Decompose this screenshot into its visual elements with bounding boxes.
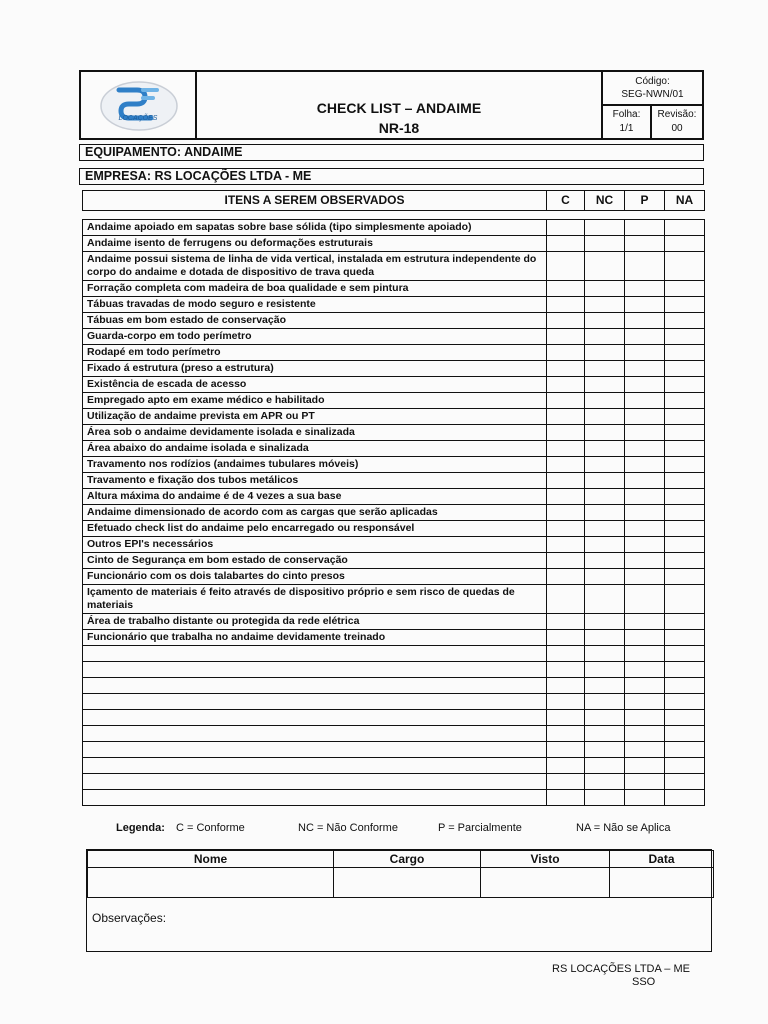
blank-item-cell[interactable] xyxy=(83,726,547,742)
blank-item-cell[interactable] xyxy=(83,742,547,758)
mark-cell-p[interactable] xyxy=(625,585,665,614)
mark-cell-na[interactable] xyxy=(665,441,705,457)
mark-cell-c[interactable] xyxy=(547,236,585,252)
mark-cell-c[interactable] xyxy=(547,409,585,425)
mark-cell-na[interactable] xyxy=(665,425,705,441)
mark-cell[interactable] xyxy=(625,710,665,726)
mark-cell-nc[interactable] xyxy=(585,252,625,281)
mark-cell-p[interactable] xyxy=(625,425,665,441)
mark-cell-p[interactable] xyxy=(625,537,665,553)
mark-cell[interactable] xyxy=(547,758,585,774)
table-row xyxy=(83,585,705,614)
item-text: Travamento e fixação dos tubos metálicos xyxy=(83,473,547,489)
legend-nc: NC = Não Conforme xyxy=(298,822,398,834)
items-header: ITENS A SEREM OBSERVADOS xyxy=(83,191,547,211)
mark-cell-nc[interactable] xyxy=(585,425,625,441)
item-text: Fixado á estrutura (preso a estrutura) xyxy=(83,361,547,377)
blank-row xyxy=(83,694,705,710)
mark-cell-na[interactable] xyxy=(665,236,705,252)
table-row xyxy=(83,614,705,630)
mark-cell-na[interactable] xyxy=(665,377,705,393)
mark-cell-p[interactable] xyxy=(625,521,665,537)
item-text: Guarda-corpo em todo perímetro xyxy=(83,329,547,345)
mark-cell-p[interactable] xyxy=(625,457,665,473)
company-logo xyxy=(81,72,197,138)
mark-cell[interactable] xyxy=(625,742,665,758)
mark-cell-nc[interactable] xyxy=(585,220,625,236)
company-line: EMPRESA: RS LOCAÇÕES LTDA - ME xyxy=(79,168,704,185)
mark-cell-nc[interactable] xyxy=(585,553,625,569)
item-text: Outros EPI's necessários xyxy=(83,537,547,553)
mark-cell[interactable] xyxy=(585,646,625,662)
mark-cell-na[interactable] xyxy=(665,473,705,489)
item-text: Área sob o andaime devidamente isolada e sinalizada xyxy=(83,425,547,441)
blank-item-cell[interactable] xyxy=(83,662,547,678)
mark-cell[interactable] xyxy=(547,694,585,710)
mark-cell[interactable] xyxy=(665,758,705,774)
checklist-header xyxy=(82,190,705,211)
mark-cell-nc[interactable] xyxy=(585,409,625,425)
mark-cell-c[interactable] xyxy=(547,505,585,521)
mark-cell-c[interactable] xyxy=(547,393,585,409)
item-text: Altura máxima do andaime é de 4 vezes a sua base xyxy=(83,489,547,505)
column-na: NA xyxy=(665,191,705,211)
mark-cell-c[interactable] xyxy=(547,630,585,646)
header-data: Data xyxy=(610,851,714,868)
table-row xyxy=(83,425,705,441)
mark-cell-na[interactable] xyxy=(665,614,705,630)
mark-cell[interactable] xyxy=(625,662,665,678)
mark-cell-c[interactable] xyxy=(547,313,585,329)
mark-cell-p[interactable] xyxy=(625,473,665,489)
item-text: Cinto de Segurança em bom estado de conservação xyxy=(83,553,547,569)
blank-item-cell[interactable] xyxy=(83,646,547,662)
mark-cell-nc[interactable] xyxy=(585,521,625,537)
blank-row xyxy=(83,662,705,678)
mark-cell-na[interactable] xyxy=(665,252,705,281)
blank-row xyxy=(83,646,705,662)
mark-cell[interactable] xyxy=(547,790,585,806)
mark-cell-p[interactable] xyxy=(625,377,665,393)
mark-cell-na[interactable] xyxy=(665,521,705,537)
table-row xyxy=(83,553,705,569)
mark-cell[interactable] xyxy=(585,790,625,806)
mark-cell-na[interactable] xyxy=(665,297,705,313)
mark-cell-p[interactable] xyxy=(625,345,665,361)
mark-cell-c[interactable] xyxy=(547,361,585,377)
footer-company: RS LOCAÇÕES LTDA – ME xyxy=(552,963,690,975)
table-row xyxy=(83,220,705,236)
table-row xyxy=(83,521,705,537)
mark-cell-nc[interactable] xyxy=(585,585,625,614)
mark-cell[interactable] xyxy=(547,774,585,790)
table-row xyxy=(83,313,705,329)
checklist-table xyxy=(82,190,704,806)
mark-cell-na[interactable] xyxy=(665,345,705,361)
mark-cell-na[interactable] xyxy=(665,457,705,473)
item-text: Travamento nos rodízios (andaimes tubulares móveis) xyxy=(83,457,547,473)
mark-cell-p[interactable] xyxy=(625,409,665,425)
field-data[interactable] xyxy=(610,868,714,898)
equipment-line: EQUIPAMENTO: ANDAIME xyxy=(79,144,704,161)
mark-cell-c[interactable] xyxy=(547,569,585,585)
mark-cell[interactable] xyxy=(625,726,665,742)
item-text: Utilização de andaime prevista em APR ou PT xyxy=(83,409,547,425)
mark-cell-p[interactable] xyxy=(625,569,665,585)
mark-cell-c[interactable] xyxy=(547,537,585,553)
mark-cell-na[interactable] xyxy=(665,505,705,521)
mark-cell-c[interactable] xyxy=(547,489,585,505)
mark-cell[interactable] xyxy=(547,678,585,694)
legend-label: Legenda: xyxy=(116,822,165,834)
table-row xyxy=(83,441,705,457)
item-text: Rodapé em todo perímetro xyxy=(83,345,547,361)
signature-table xyxy=(86,849,712,952)
table-row xyxy=(83,281,705,297)
item-text: Andaime apoiado em sapatas sobre base sólida (tipo simplesmente apoiado) xyxy=(83,220,547,236)
mark-cell-p[interactable] xyxy=(625,505,665,521)
table-row xyxy=(83,457,705,473)
footer-dept: SSO xyxy=(632,976,656,988)
blank-item-cell[interactable] xyxy=(83,774,547,790)
mark-cell[interactable] xyxy=(547,662,585,678)
mark-cell-nc[interactable] xyxy=(585,569,625,585)
mark-cell[interactable] xyxy=(665,662,705,678)
mark-cell[interactable] xyxy=(585,694,625,710)
mark-cell[interactable] xyxy=(625,774,665,790)
item-text: Tábuas travadas de modo seguro e resistente xyxy=(83,297,547,313)
signature-grid xyxy=(87,850,714,898)
mark-cell-nc[interactable] xyxy=(585,614,625,630)
mark-cell[interactable] xyxy=(585,678,625,694)
mark-cell-p[interactable] xyxy=(625,361,665,377)
mark-cell-p[interactable] xyxy=(625,441,665,457)
mark-cell-p[interactable] xyxy=(625,220,665,236)
mark-cell-p[interactable] xyxy=(625,553,665,569)
mark-cell-nc[interactable] xyxy=(585,329,625,345)
mark-cell-p[interactable] xyxy=(625,489,665,505)
blank-item-cell[interactable] xyxy=(83,790,547,806)
table-row xyxy=(83,409,705,425)
mark-cell[interactable] xyxy=(547,742,585,758)
mark-cell-p[interactable] xyxy=(625,252,665,281)
item-text: Forração completa com madeira de boa qualidade e sem pintura xyxy=(83,281,547,297)
legend-na: NA = Não se Aplica xyxy=(576,822,671,834)
legend xyxy=(116,822,165,834)
item-text: Funcionário com os dois talabartes do cinto presos xyxy=(83,569,547,585)
blank-row xyxy=(83,726,705,742)
mark-cell[interactable] xyxy=(625,758,665,774)
mark-cell[interactable] xyxy=(585,742,625,758)
table-row xyxy=(83,236,705,252)
mark-cell-na[interactable] xyxy=(665,313,705,329)
table-row xyxy=(83,393,705,409)
header-nome: Nome xyxy=(88,851,334,868)
mark-cell[interactable] xyxy=(665,726,705,742)
item-text: Andaime possui sistema de linha de vida vertical, instalada em estrutura independente do corpo do andaime e dotada de dispositivo de trava queda xyxy=(83,252,547,281)
table-row xyxy=(83,377,705,393)
mark-cell-p[interactable] xyxy=(625,281,665,297)
table-row xyxy=(83,473,705,489)
mark-cell[interactable] xyxy=(585,758,625,774)
mark-cell-c[interactable] xyxy=(547,553,585,569)
mark-cell-c[interactable] xyxy=(547,281,585,297)
mark-cell-na[interactable] xyxy=(665,489,705,505)
mark-cell[interactable] xyxy=(625,678,665,694)
divider xyxy=(603,104,702,106)
mark-cell-nc[interactable] xyxy=(585,345,625,361)
mark-cell-na[interactable] xyxy=(665,537,705,553)
mark-cell-nc[interactable] xyxy=(585,236,625,252)
mark-cell-nc[interactable] xyxy=(585,473,625,489)
mark-cell-nc[interactable] xyxy=(585,361,625,377)
mark-cell[interactable] xyxy=(585,774,625,790)
mark-cell-na[interactable] xyxy=(665,585,705,614)
document-subtitle: NR-18 xyxy=(378,120,420,136)
code-value: SEG-NWN/01 xyxy=(621,89,684,100)
blank-item-cell[interactable] xyxy=(83,758,547,774)
mark-cell-c[interactable] xyxy=(547,585,585,614)
legend-c: C = Conforme xyxy=(176,822,245,834)
mark-cell-c[interactable] xyxy=(547,220,585,236)
mark-cell[interactable] xyxy=(547,710,585,726)
blank-item-cell[interactable] xyxy=(83,710,547,726)
mark-cell-nc[interactable] xyxy=(585,505,625,521)
code-cell xyxy=(601,72,702,138)
mark-cell[interactable] xyxy=(665,774,705,790)
mark-cell-c[interactable] xyxy=(547,457,585,473)
mark-cell-nc[interactable] xyxy=(585,297,625,313)
item-text: Tábuas em bom estado de conservação xyxy=(83,313,547,329)
mark-cell[interactable] xyxy=(585,726,625,742)
table-row xyxy=(83,297,705,313)
blank-row xyxy=(83,790,705,806)
mark-cell-p[interactable] xyxy=(625,329,665,345)
checklist-body xyxy=(82,219,705,806)
mark-cell-c[interactable] xyxy=(547,329,585,345)
mark-cell-c[interactable] xyxy=(547,473,585,489)
column-nc: NC xyxy=(585,191,625,211)
mark-cell[interactable] xyxy=(665,710,705,726)
column-c: C xyxy=(547,191,585,211)
mark-cell-na[interactable] xyxy=(665,281,705,297)
column-p: P xyxy=(625,191,665,211)
mark-cell-nc[interactable] xyxy=(585,441,625,457)
mark-cell[interactable] xyxy=(665,742,705,758)
mark-cell-na[interactable] xyxy=(665,329,705,345)
mark-cell[interactable] xyxy=(585,662,625,678)
mark-cell[interactable] xyxy=(665,646,705,662)
blank-row xyxy=(83,678,705,694)
blank-item-cell[interactable] xyxy=(83,678,547,694)
mark-cell-na[interactable] xyxy=(665,569,705,585)
item-text: Andaime isento de ferrugens ou deformações estruturais xyxy=(83,236,547,252)
mark-cell-c[interactable] xyxy=(547,297,585,313)
mark-cell-p[interactable] xyxy=(625,393,665,409)
mark-cell[interactable] xyxy=(547,646,585,662)
mark-cell[interactable] xyxy=(585,710,625,726)
mark-cell-c[interactable] xyxy=(547,377,585,393)
item-text: Efetuado check list do andaime pelo encarregado ou responsável xyxy=(83,521,547,537)
blank-row xyxy=(83,758,705,774)
item-text: Área de trabalho distante ou protegida da rede elétrica xyxy=(83,614,547,630)
mark-cell[interactable] xyxy=(625,694,665,710)
title-cell xyxy=(197,72,601,138)
mark-cell-na[interactable] xyxy=(665,393,705,409)
mark-cell-na[interactable] xyxy=(665,553,705,569)
table-row xyxy=(83,505,705,521)
table-row xyxy=(83,361,705,377)
mark-cell-c[interactable] xyxy=(547,345,585,361)
mark-cell[interactable] xyxy=(547,726,585,742)
field-nome[interactable] xyxy=(88,868,334,898)
mark-cell[interactable] xyxy=(665,790,705,806)
table-row xyxy=(83,329,705,345)
mark-cell-p[interactable] xyxy=(625,297,665,313)
item-text: Funcionário que trabalha no andaime devidamente treinado xyxy=(83,630,547,646)
mark-cell[interactable] xyxy=(665,694,705,710)
mark-cell-p[interactable] xyxy=(625,313,665,329)
mark-cell-na[interactable] xyxy=(665,630,705,646)
legend-p: P = Parcialmente xyxy=(438,822,522,834)
mark-cell-na[interactable] xyxy=(665,361,705,377)
mark-cell-nc[interactable] xyxy=(585,377,625,393)
blank-row xyxy=(83,710,705,726)
sheet-label: Folha: xyxy=(612,109,641,120)
observations-label: Observações: xyxy=(92,911,167,925)
blank-item-cell[interactable] xyxy=(83,694,547,710)
table-row xyxy=(83,537,705,553)
code-label: Código: xyxy=(635,76,670,87)
mark-cell-p[interactable] xyxy=(625,236,665,252)
mark-cell[interactable] xyxy=(625,790,665,806)
table-row xyxy=(83,345,705,361)
mark-cell-c[interactable] xyxy=(547,252,585,281)
sheet-value: 1/1 xyxy=(619,123,634,134)
mark-cell-nc[interactable] xyxy=(585,393,625,409)
revision-label: Revisão: xyxy=(657,109,697,120)
revision-value: 00 xyxy=(671,123,683,134)
mark-cell-nc[interactable] xyxy=(585,489,625,505)
mark-cell-p[interactable] xyxy=(625,614,665,630)
logo-text: LOCAÇÕES xyxy=(118,115,158,122)
mark-cell-nc[interactable] xyxy=(585,630,625,646)
mark-cell[interactable] xyxy=(665,678,705,694)
mark-cell-na[interactable] xyxy=(665,220,705,236)
mark-cell-c[interactable] xyxy=(547,614,585,630)
logo-cell xyxy=(81,72,197,138)
table-row xyxy=(83,630,705,646)
table-row xyxy=(83,569,705,585)
field-visto[interactable] xyxy=(481,868,610,898)
mark-cell-nc[interactable] xyxy=(585,457,625,473)
mark-cell-na[interactable] xyxy=(665,409,705,425)
header-cargo: Cargo xyxy=(334,851,481,868)
field-cargo[interactable] xyxy=(334,868,481,898)
document-header xyxy=(79,70,704,140)
item-text: Área abaixo do andaime isolada e sinalizada xyxy=(83,441,547,457)
table-row xyxy=(83,489,705,505)
mark-cell-c[interactable] xyxy=(547,425,585,441)
blank-row xyxy=(83,742,705,758)
item-text: Existência de escada de acesso xyxy=(83,377,547,393)
mark-cell-nc[interactable] xyxy=(585,537,625,553)
item-text: Empregado apto em exame médico e habilitado xyxy=(83,393,547,409)
header-visto: Visto xyxy=(481,851,610,868)
blank-row xyxy=(83,774,705,790)
item-text: Andaime dimensionado de acordo com as cargas que serão aplicadas xyxy=(83,505,547,521)
mark-cell-c[interactable] xyxy=(547,521,585,537)
table-row xyxy=(83,252,705,281)
item-text: Içamento de materiais é feito através de dispositivo próprio e sem risco de quedas de materiais xyxy=(83,585,547,614)
mark-cell-nc[interactable] xyxy=(585,281,625,297)
document-title: CHECK LIST – ANDAIME xyxy=(316,100,482,116)
mark-cell-c[interactable] xyxy=(547,441,585,457)
mark-cell-p[interactable] xyxy=(625,630,665,646)
mark-cell-nc[interactable] xyxy=(585,313,625,329)
mark-cell[interactable] xyxy=(625,646,665,662)
